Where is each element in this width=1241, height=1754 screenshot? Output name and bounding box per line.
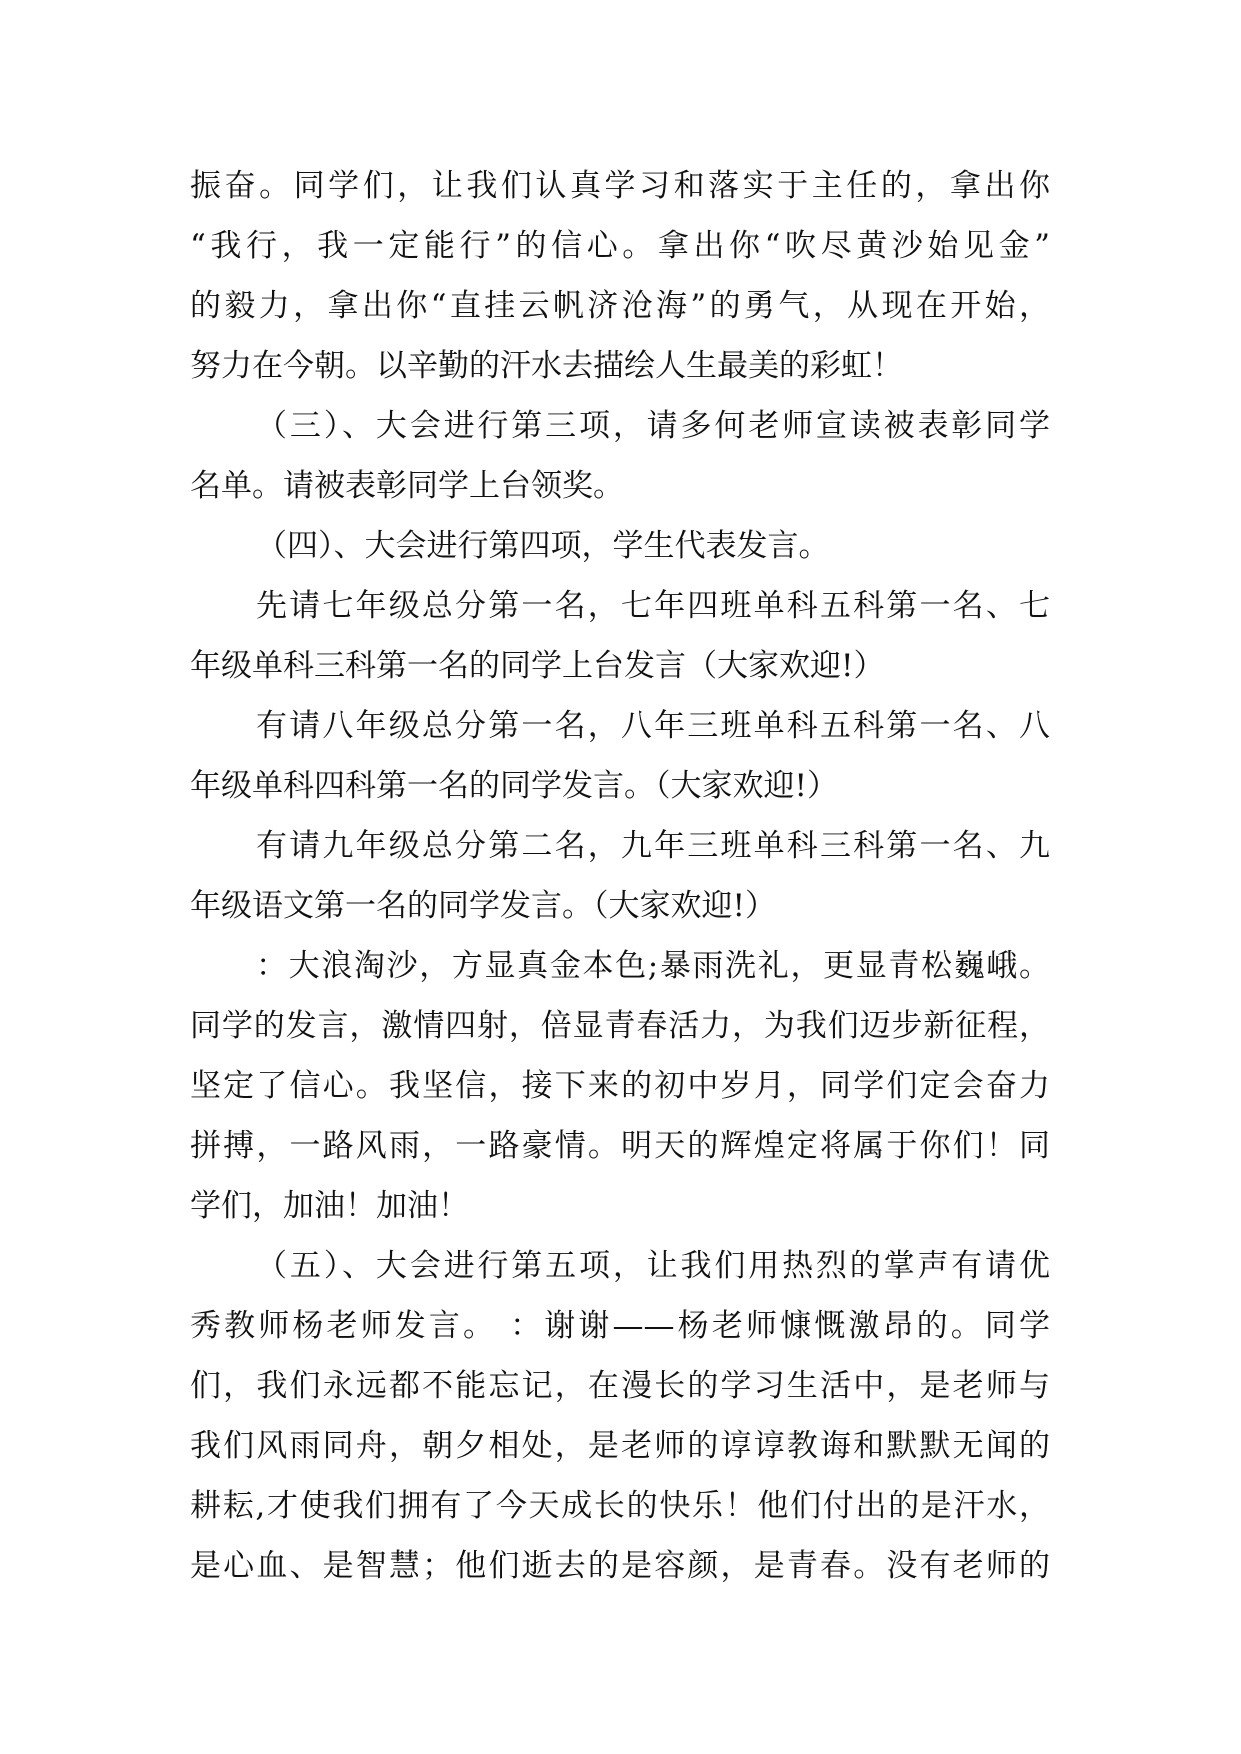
text-line: 秀教师杨老师发言。 ：谢谢——杨老师慷慨激昂的。同学	[190, 1308, 1050, 1344]
text-line: “我行，我一定能行”的信心。拿出你“吹尽黄沙始见金”	[190, 228, 1050, 264]
text-line: 振奋。同学们，让我们认真学习和落实于主任的，拿出你	[190, 168, 1050, 204]
text-line: 们，我们永远都不能忘记，在漫长的学习生活中，是老师与	[190, 1368, 1050, 1404]
text-line: 年级单科四科第一名的同学发言。（大家欢迎!）	[190, 768, 838, 804]
text-line: 年级语文第一名的同学发言。（大家欢迎!）	[190, 888, 776, 924]
text-line: 先请七年级总分第一名，七年四班单科五科第一名、七	[256, 588, 1050, 624]
text-line-section-three: （三）、大会进行第三项，请多何老师宣读被表彰同学	[256, 408, 1050, 444]
text-line: 学们，加油！加油！	[190, 1188, 469, 1224]
text-line: 耕耘,才使我们拥有了今天成长的快乐！他们付出的是汗水，	[190, 1488, 1050, 1524]
text-line: 是心血、是智慧；他们逝去的是容颜，是青春。没有老师的	[190, 1548, 1050, 1584]
text-line-section-five: （五）、大会进行第五项，让我们用热烈的掌声有请优	[256, 1248, 1050, 1284]
document-body	[190, 156, 1050, 1596]
text-line: 有请九年级总分第二名，九年三班单科三科第一名、九	[256, 828, 1050, 864]
text-line: 努力在今朝。以辛勤的汗水去描绘人生最美的彩虹！	[190, 348, 903, 384]
text-line: 我们风雨同舟，朝夕相处，是老师的谆谆教诲和默默无闻的	[190, 1428, 1050, 1464]
text-line: 拼搏，一路风雨，一路豪情。明天的辉煌定将属于你们！同	[190, 1128, 1050, 1164]
text-line: 坚定了信心。我坚信，接下来的初中岁月，同学们定会奋力	[190, 1068, 1050, 1104]
text-line: 年级单科三科第一名的同学上台发言（大家欢迎!）	[190, 648, 885, 684]
text-line: ：大浪淘沙，方显真金本色;暴雨洗礼，更显青松巍峨。	[256, 948, 1050, 984]
text-line: 的毅力，拿出你“直挂云帆济沧海”的勇气，从现在开始，	[190, 288, 1050, 324]
text-line: 同学的发言，激情四射，倍显青春活力，为我们迈步新征程，	[190, 1008, 1050, 1044]
text-line: 有请八年级总分第一名，八年三班单科五科第一名、八	[256, 708, 1050, 744]
text-line: 名单。请被表彰同学上台领奖。	[190, 468, 624, 504]
text-line-section-four: （四）、大会进行第四项，学生代表发言。	[256, 528, 830, 564]
